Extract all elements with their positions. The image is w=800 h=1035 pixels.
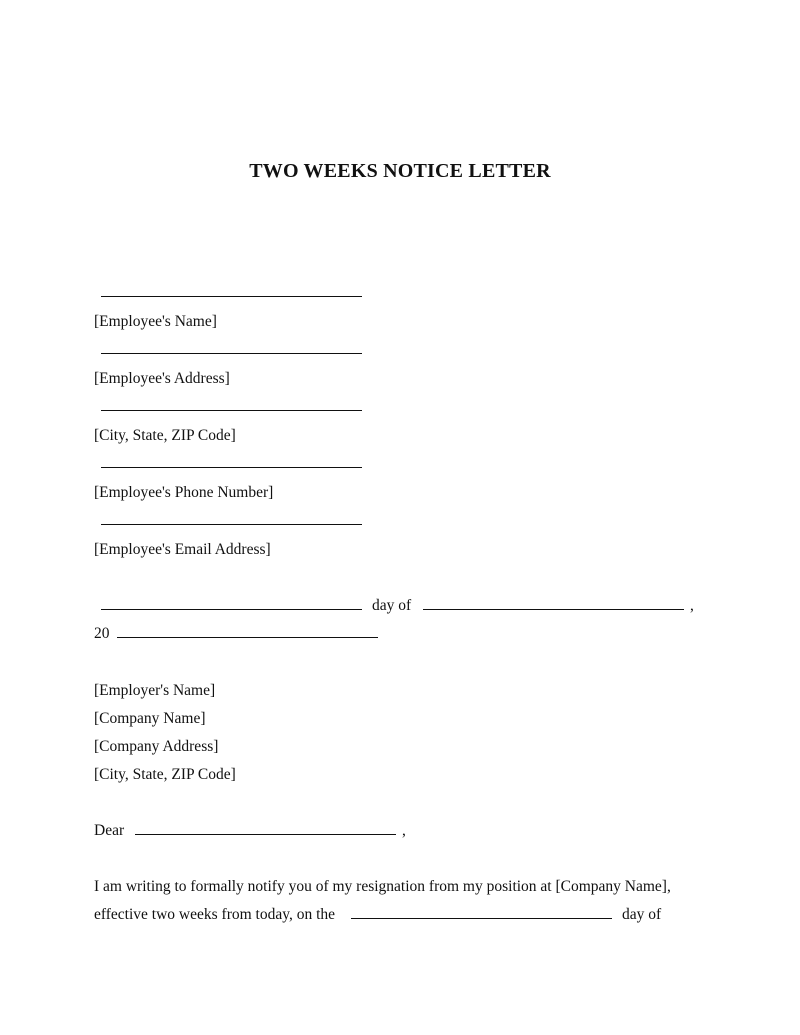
date-comma: , <box>690 597 694 614</box>
date-day-blank[interactable] <box>101 609 362 610</box>
company-name: [Company Name] <box>94 710 206 727</box>
employee-phone-blank[interactable] <box>101 467 362 468</box>
salutation-dear: Dear <box>94 822 125 839</box>
salutation-name-blank[interactable] <box>135 834 396 835</box>
employee-name-label: [Employee's Name] <box>94 313 217 330</box>
employee-city-blank[interactable] <box>101 410 362 411</box>
employer-name: [Employer's Name] <box>94 682 216 699</box>
company-address: [Company Address] <box>94 738 219 755</box>
employee-address-blank[interactable] <box>101 353 362 354</box>
company-city: [City, State, ZIP Code] <box>94 766 236 783</box>
employee-email-label: [Employee's Email Address] <box>94 541 271 558</box>
employee-name-blank[interactable] <box>101 296 362 297</box>
date-year-blank[interactable] <box>117 637 378 638</box>
body-line-2-prefix: effective two weeks from today, on the <box>94 906 336 923</box>
employee-address-label: [Employee's Address] <box>94 370 230 387</box>
employee-city-label: [City, State, ZIP Code] <box>94 427 236 444</box>
body-line-1: I am writing to formally notify you of my resignation from my position at [Company Name], <box>94 878 671 895</box>
day-of-text: day of <box>372 597 412 614</box>
effective-date-blank[interactable] <box>351 918 612 919</box>
date-month-blank[interactable] <box>423 609 684 610</box>
salutation-comma: , <box>402 822 406 839</box>
year-prefix: 20 <box>94 625 110 642</box>
employee-phone-label: [Employee's Phone Number] <box>94 484 274 501</box>
employee-email-blank[interactable] <box>101 524 362 525</box>
page-title: TWO WEEKS NOTICE LETTER <box>249 160 551 182</box>
body-line-2-suffix: day of <box>622 906 662 923</box>
